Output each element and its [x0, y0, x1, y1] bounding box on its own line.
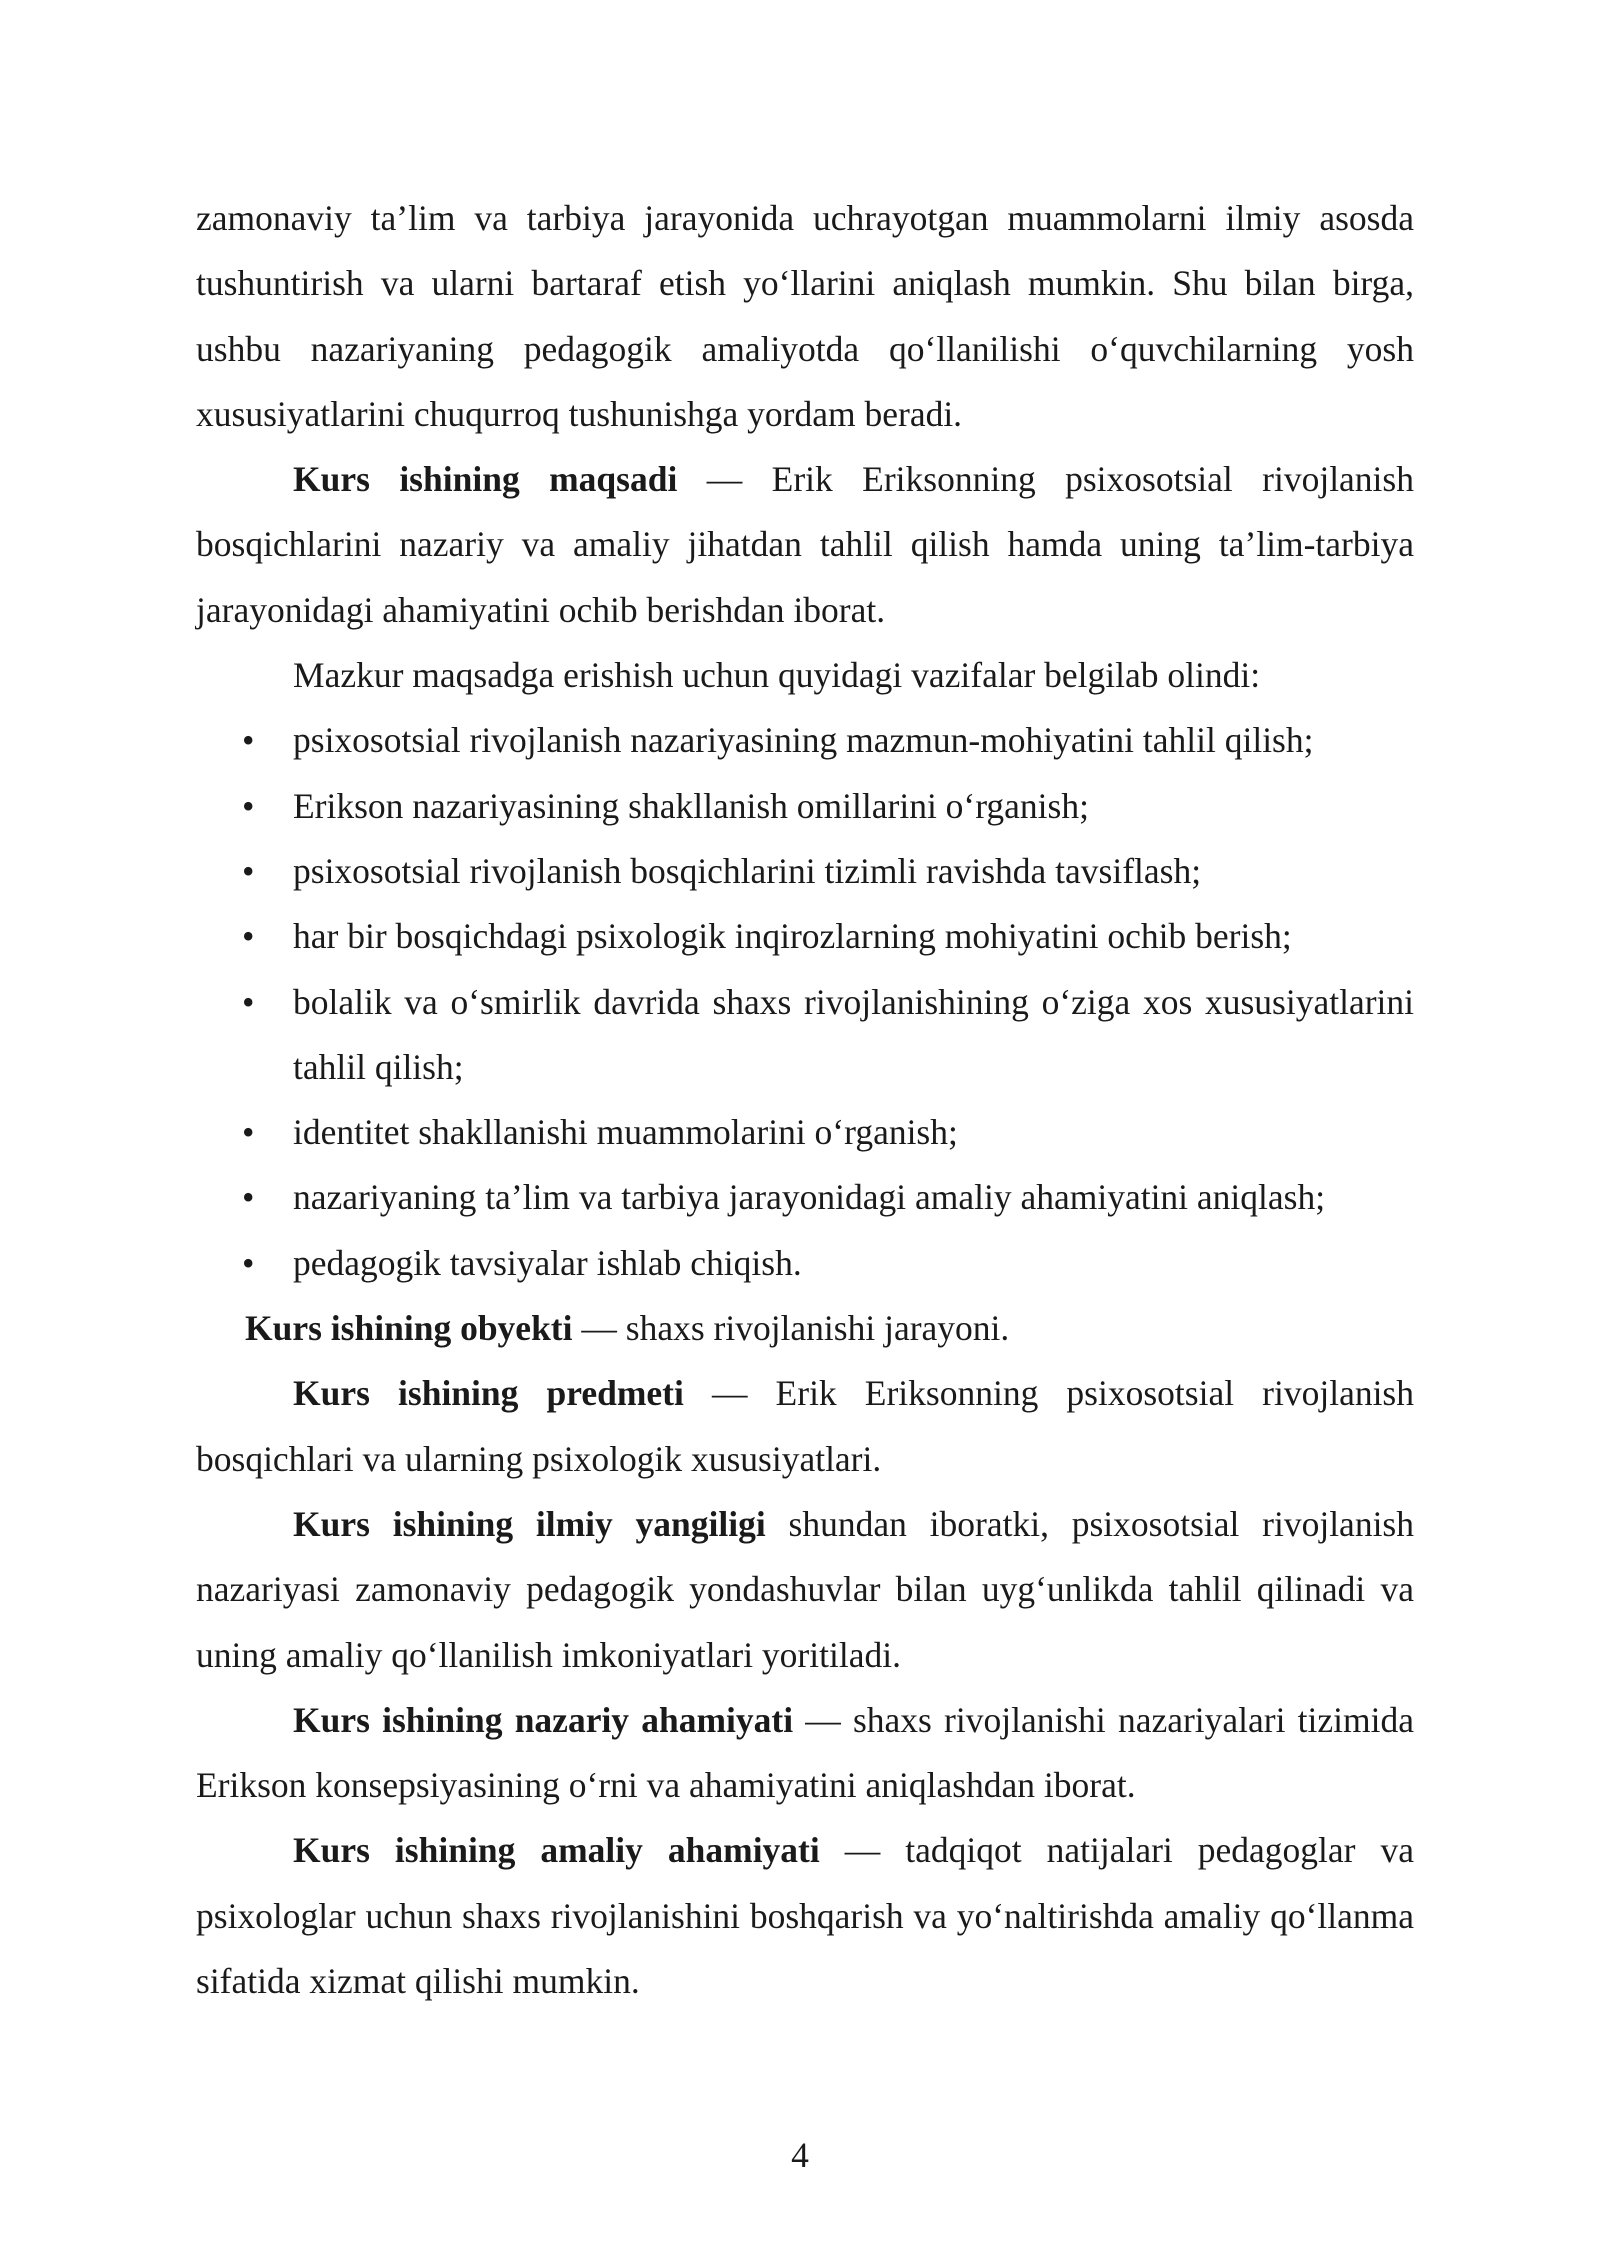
bullet-icon: •	[242, 981, 255, 1022]
goal-label: Kurs ishining maqsadi	[293, 459, 678, 500]
novelty-paragraph	[196, 1492, 1414, 1688]
theoretical-significance-text: — shaxs rivojlanishi nazariyalari tizimida Erikson konsepsiyasining o‘rni va ahamiyatini aniqlashdan iborat.	[196, 1699, 1414, 1806]
list-item-text: har bir bosqichdagi psixologik inqirozlarning mohiyatini ochib berish;	[293, 916, 1292, 957]
subject-label: Kurs ishining predmeti	[293, 1373, 684, 1414]
object-text: — shaxs rivojlanishi jarayoni.	[572, 1308, 1010, 1349]
list-item-text: bolalik va o‘smirlik davrida shaxs rivojlanishining o‘ziga xos xususiyatlarini tahlil qilish;	[293, 981, 1414, 1087]
page-number: 4	[791, 2135, 809, 2175]
bullet-icon: •	[242, 850, 255, 891]
goal-paragraph	[196, 447, 1414, 643]
novelty-label: Kurs ishining ilmiy yangiligi	[293, 1503, 766, 1544]
goal-text: — Erik Eriksonning psixosotsial rivojlanish bosqichlarini nazariy va amaliy jihatdan tahlil qilish hamda uning ta’lim-tarbiya jarayonidagi ahamiyatini ochib berishdan iborat.	[196, 459, 1414, 630]
list-item	[196, 970, 1414, 1101]
bullet-icon: •	[242, 1242, 255, 1283]
list-item	[196, 774, 1414, 839]
list-item-text: identitet shakllanishi muammolarini o‘rganish;	[293, 1112, 958, 1153]
list-item-text: nazariyaning ta’lim va tarbiya jarayonidagi amaliy ahamiyatini aniqlash;	[293, 1177, 1326, 1218]
list-item	[196, 839, 1414, 904]
list-item	[196, 708, 1414, 773]
list-item-text: psixosotsial rivojlanish bosqichlarini tizimli ravishda tavsiflash;	[293, 850, 1202, 891]
intro-paragraph: zamonaviy ta’lim va tarbiya jarayonida uchrayotgan muammolarni ilmiy asosda tushuntirish va ularni bartaraf etish yo‘llarini aniqlash mumkin. Shu bilan birga, ushbu nazariyaning pedagogik amaliyotda qo‘llanilishi o‘quvchilarning yosh xususiyatlarini chuqurroq tushunishga yordam beradi.	[196, 198, 1414, 434]
list-item-text: Erikson nazariyasining shakllanish omillarini o‘rganish;	[293, 785, 1089, 826]
object-label: Kurs ishining obyekti	[245, 1308, 573, 1349]
list-item-text: pedagogik tavsiyalar ishlab chiqish.	[293, 1242, 802, 1283]
theoretical-significance-paragraph	[196, 1688, 1414, 1819]
bullet-icon: •	[242, 720, 255, 761]
document-page	[196, 186, 1414, 2014]
practical-significance-text: — tadqiqot natijalari pedagoglar va psixologlar uchun shaxs rivojlanishini boshqarish va yo‘naltirishda amaliy qo‘llanma sifatida xizmat qilishi mumkin.	[196, 1830, 1414, 2002]
bullet-icon: •	[242, 916, 255, 957]
list-item	[196, 1231, 1414, 1296]
tasks-list	[196, 708, 1414, 1296]
tasks-intro: Mazkur maqsadga erishish uchun quyidagi vazifalar belgilab olindi:	[293, 655, 1261, 696]
list-item	[196, 1100, 1414, 1165]
novelty-text: shundan iboratki, psixosotsial rivojlanish nazariyasi zamonaviy pedagogik yondashuvlar bilan uyg‘unlikda tahlil qilinadi va uning amaliy qo‘llanilish imkoniyatlari yoritiladi.	[196, 1503, 1414, 1675]
object-paragraph	[196, 1296, 1414, 1361]
bullet-icon: •	[242, 785, 255, 826]
subject-text: — Erik Eriksonning psixosotsial rivojlanish bosqichlari va ularning psixologik xususiyatlari.	[196, 1373, 1415, 1479]
bullet-icon: •	[242, 1177, 255, 1218]
practical-significance-paragraph	[196, 1818, 1414, 2014]
list-item	[196, 904, 1414, 969]
practical-significance-label: Kurs ishining amaliy ahamiyati	[293, 1830, 820, 1871]
bullet-icon: •	[242, 1112, 255, 1153]
theoretical-significance-label: Kurs ishining nazariy ahamiyati	[293, 1699, 794, 1740]
list-item	[196, 1165, 1414, 1230]
subject-paragraph	[196, 1361, 1414, 1492]
list-item-text: psixosotsial rivojlanish nazariyasining mazmun-mohiyatini tahlil qilish;	[293, 720, 1314, 761]
